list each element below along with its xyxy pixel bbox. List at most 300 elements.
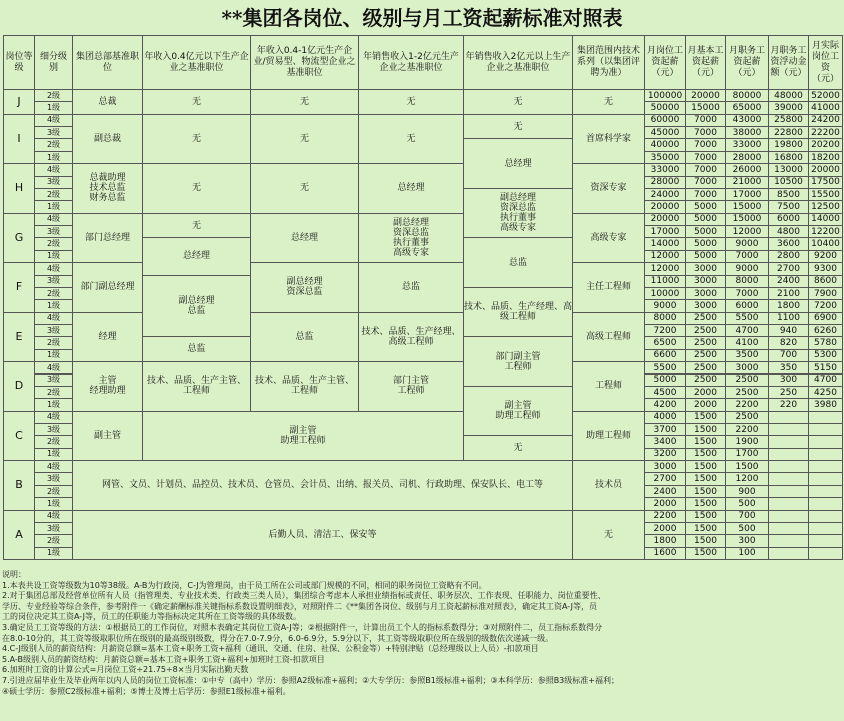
salary-cell: 20000 [808,163,843,176]
salary-cell: 500 [725,497,769,510]
salary-cell: 22800 [768,126,809,139]
salary-cell: 15500 [808,188,843,201]
level-cell: 2级 [34,435,73,448]
salary-cell: 2200 [644,510,686,523]
salary-cell: 80000 [725,89,769,102]
position: 技术、品质、生产主管、工程师 [142,361,251,411]
grade-cell: E [3,312,35,362]
salary-cell: 1500 [685,522,726,535]
salary-cell: 4200 [644,398,686,411]
salary-cell: 17000 [644,225,686,238]
salary-cell: 1500 [685,534,726,547]
salary-cell [808,448,843,461]
salary-cell: 12000 [644,250,686,263]
salary-cell [768,423,809,436]
salary-cell: 7200 [644,324,686,337]
level-cell: 2级 [34,534,73,547]
salary-cell [768,460,809,473]
salary-cell: 10400 [808,237,843,250]
salary-cell: 12000 [725,225,769,238]
salary-cell: 3000 [644,460,686,473]
salary-cell: 7000 [685,188,726,201]
salary-cell: 5000 [685,225,726,238]
salary-cell: 350 [768,361,809,374]
salary-cell: 6900 [808,312,843,325]
position: 总监 [358,262,464,312]
salary-cell: 2500 [685,324,726,337]
position-none: 无 [250,163,359,213]
salary-cell: 6000 [768,213,809,226]
salary-cell: 2500 [685,361,726,374]
salary-cell: 4700 [725,324,769,337]
position: 副总经理 总监 [142,275,251,338]
position-none: 无 [142,163,251,213]
salary-cell: 11000 [644,275,686,288]
salary-cell: 1500 [685,472,726,485]
salary-cell [808,411,843,424]
grade-cell: A [3,510,35,560]
position: 副主管 助理工程师 [142,411,464,461]
level-cell: 2级 [34,287,73,300]
grade-cell: J [3,89,35,115]
salary-cell: 20000 [685,89,726,102]
salary-cell: 2500 [725,411,769,424]
salary-cell: 9000 [725,237,769,250]
position: 总监 [463,237,573,287]
note-line: ④硕士学历：参照C2级标准+福利；⑤博士及博士后学历：参照E1级标准+福利。 [2,686,291,696]
level-cell: 1级 [34,547,73,560]
salary-cell: 15000 [725,200,769,213]
position-none: 无 [142,89,251,115]
level-cell: 1级 [34,101,73,114]
hq-position: 总裁 [72,89,143,115]
salary-cell: 7900 [808,287,843,300]
salary-cell: 4000 [644,411,686,424]
salary-cell: 5000 [685,250,726,263]
position: 部门副主管 工程师 [463,336,573,386]
header-cell: 年收入0.4-1亿元生产企业/贸易型、物流型企业之基准职位 [250,35,359,90]
salary-cell: 6000 [725,299,769,312]
salary-cell: 2500 [725,374,769,387]
salary-cell: 1500 [685,411,726,424]
position: 副总经理 资深总监 [250,262,359,312]
salary-cell: 2500 [685,336,726,349]
header-cell: 月职务工资浮动金额（元） [768,35,809,90]
level-cell: 2级 [34,237,73,250]
salary-cell: 1500 [685,497,726,510]
salary-cell: 5000 [685,213,726,226]
position-none: 无 [463,114,573,140]
grade-cell: C [3,411,35,461]
salary-cell: 2700 [644,472,686,485]
salary-cell: 2000 [685,386,726,399]
salary-cell [768,534,809,547]
salary-cell: 35000 [644,151,686,164]
note-line: 3.确定员工工资等级的方法：①根据员工的工作岗位，对照本表确定其岗位工资A-J等；②根据附件一，计算出员工个人的指标系数得分；③对照附件二，员工指标系数得分 [2,622,603,632]
level-cell: 3级 [34,225,73,238]
note-line: 5.A-B级别人员的薪资结构：月薪资总额=基本工资+职务工资+福利+加班时工资-扣款项目 [2,654,325,664]
hq-position: 部门总经理 [72,213,143,263]
level-cell: 4级 [34,510,73,523]
salary-cell: 7000 [685,114,726,127]
page-title: **集团各岗位、级别与月工资起薪标准对照表 [221,6,623,30]
level-cell: 2级 [34,485,73,498]
tech-position: 工程师 [572,361,645,411]
grade-cell: D [3,361,35,411]
salary-cell: 100 [725,547,769,560]
salary-cell: 39000 [768,101,809,114]
tech-position: 主任工程师 [572,262,645,312]
salary-cell: 3000 [685,275,726,288]
salary-cell: 48000 [768,89,809,102]
salary-cell: 52000 [808,89,843,102]
level-cell: 2级 [34,138,73,151]
position-a-row: 后勤人员、清洁工、保安等 [72,510,573,560]
salary-cell: 6500 [644,336,686,349]
note-line: 2.对于集团总部及经营单位所有人员（指管理类、专业技术类、行政类三类人员），集团综合考虑本人承担业绩指标或责任、职务层次、工作表现、任职能力、岗位重要性、 [2,591,606,601]
salary-cell: 4500 [644,386,686,399]
salary-cell: 1700 [725,448,769,461]
salary-cell: 2000 [644,497,686,510]
tech-position: 高级专家 [572,213,645,263]
salary-cell: 3600 [768,237,809,250]
salary-cell [808,423,843,436]
position: 总监 [142,336,251,362]
salary-cell: 12200 [808,225,843,238]
level-cell: 1级 [34,250,73,263]
salary-cell: 1500 [685,423,726,436]
salary-cell: 1900 [725,435,769,448]
tech-position: 高级工程师 [572,312,645,362]
tech-position: 首席科学家 [572,114,645,164]
level-cell: 1级 [34,349,73,362]
level-cell: 3级 [34,423,73,436]
level-cell: 4级 [34,361,73,374]
salary-cell: 3980 [808,398,843,411]
salary-cell: 20000 [644,200,686,213]
salary-cell [768,435,809,448]
salary-cell: 700 [725,510,769,523]
header-cell: 年销售收入1-2亿元生产企业之基准职位 [358,35,464,90]
position-none: 无 [358,114,464,164]
salary-cell: 3000 [685,287,726,300]
hq-position: 副总裁 [72,114,143,164]
salary-cell: 3500 [725,349,769,362]
salary-cell [768,485,809,498]
salary-cell: 21000 [725,176,769,189]
salary-cell: 1500 [685,435,726,448]
salary-cell: 5500 [725,312,769,325]
position: 技术、品质、生产经理、高级工程师 [358,312,464,362]
salary-cell: 20000 [644,213,686,226]
note-line: 7.引进应届毕业生及毕业两年以内人员的岗位工资标准：①中专（高中）学历：参照A2级标准+福利；②大专学历：参照B1级标准+福利；③本科学历：参照B3级标准+福利； [2,675,619,685]
salary-cell: 7000 [685,138,726,151]
salary-cell: 12500 [808,200,843,213]
note-line: 学历、专业经验等综合条件，参考附件一《确定薪酬标准关键指标系数设置明细表》，对照附件二《**集团各岗位、级别与月工资起薪标准对照表》，确定其工资A-J等，员 [2,601,597,611]
grade-cell: G [3,213,35,263]
header-cell: 年销售收入2亿元以上生产企业之基准职位 [463,35,573,90]
salary-cell [768,497,809,510]
position-none: 无 [142,213,251,239]
salary-cell: 3000 [685,299,726,312]
salary-cell: 3400 [644,435,686,448]
position-none: 无 [463,89,573,115]
header-cell: 细分级别 [34,35,73,90]
salary-cell: 300 [768,374,809,387]
salary-cell: 2500 [685,349,726,362]
level-cell: 3级 [34,472,73,485]
salary-cell: 1600 [644,547,686,560]
salary-cell: 940 [768,324,809,337]
salary-cell: 3700 [644,423,686,436]
salary-cell: 9000 [725,262,769,275]
salary-cell: 2800 [768,250,809,263]
salary-cell [768,448,809,461]
header-cell: 年收入0.4亿元以下生产企业之基准职位 [142,35,251,90]
salary-cell: 250 [768,386,809,399]
level-cell: 1级 [34,151,73,164]
salary-cell: 4800 [768,225,809,238]
salary-cell: 22200 [808,126,843,139]
salary-cell: 60000 [644,114,686,127]
salary-cell [808,485,843,498]
salary-cell [808,435,843,448]
note-line: 说明： [2,570,26,579]
salary-cell [808,460,843,473]
salary-cell [768,522,809,535]
level-cell: 3级 [34,275,73,288]
salary-cell: 16800 [768,151,809,164]
salary-cell: 33000 [725,138,769,151]
salary-cell: 10000 [644,287,686,300]
salary-cell: 5300 [808,349,843,362]
salary-cell: 6600 [644,349,686,362]
position: 总经理 [358,163,464,213]
level-cell: 3级 [34,522,73,535]
salary-cell: 2100 [768,287,809,300]
level-cell: 3级 [34,176,73,189]
hq-position: 经理 [72,312,143,362]
position-b-row: 网管、文员、计划员、品控员、技术员、仓管员、会计员、出纳、报关员、司机、行政助理、保安队长、电工等 [72,460,573,510]
grade-cell: B [3,460,35,510]
salary-cell: 820 [768,336,809,349]
position: 副总经理 资深总监 执行董事 高级专家 [463,188,573,238]
salary-cell: 43000 [725,114,769,127]
salary-cell: 25800 [768,114,809,127]
hq-position: 总裁助理 技术总监 财务总监 [72,163,143,213]
level-cell: 1级 [34,299,73,312]
salary-cell: 700 [768,349,809,362]
position-none: 无 [250,89,359,115]
notes-section [2,570,842,697]
salary-cell: 28000 [644,176,686,189]
salary-cell: 12000 [644,262,686,275]
header-cell: 月岗位工资起薪（元） [644,35,686,90]
salary-cell: 24000 [644,188,686,201]
salary-cell: 7000 [685,176,726,189]
salary-cell: 2200 [725,423,769,436]
level-cell: 1级 [34,200,73,213]
level-cell: 4级 [34,114,73,127]
salary-cell: 15000 [685,101,726,114]
salary-cell: 2200 [725,398,769,411]
salary-cell: 1500 [685,510,726,523]
header-cell: 月实际岗位工资（元） [808,35,843,90]
level-cell: 3级 [34,374,73,387]
tech-position: 技术员 [572,460,645,510]
salary-cell: 4700 [808,374,843,387]
salary-cell [768,547,809,560]
salary-cell: 4250 [808,386,843,399]
header-cell: 月基本工资起薪（元） [685,35,726,90]
level-cell: 4级 [34,262,73,275]
salary-cell [808,522,843,535]
salary-cell: 24200 [808,114,843,127]
salary-cell: 13000 [768,163,809,176]
salary-cell: 7000 [725,287,769,300]
salary-cell: 6260 [808,324,843,337]
salary-cell [808,547,843,560]
note-line: 1.本表共设工资等级数为10等38级。A-B为行政岗，C-J为管理岗，由于员工所在公司或部门规模的不同，相同的职务岗位工资略有不同。 [2,580,487,590]
salary-cell: 5000 [685,237,726,250]
level-cell: 1级 [34,448,73,461]
level-cell: 4级 [34,213,73,226]
tech-position: 无 [572,510,645,560]
level-cell: 2级 [34,336,73,349]
salary-cell: 14000 [644,237,686,250]
position: 总经理 [250,213,359,263]
note-line: 工的岗位决定其工资A-J等，员工的任职能力等指标决定其所在工资等级的具体级数。 [2,612,301,622]
salary-cell: 65000 [725,101,769,114]
salary-cell [808,510,843,523]
salary-cell: 1500 [685,448,726,461]
salary-cell: 1100 [768,312,809,325]
salary-cell: 17000 [725,188,769,201]
salary-cell: 7000 [685,126,726,139]
level-cell: 2级 [34,188,73,201]
salary-cell: 2500 [685,374,726,387]
salary-cell: 8500 [768,188,809,201]
salary-cell: 5780 [808,336,843,349]
salary-cell: 3200 [644,448,686,461]
salary-cell: 41000 [808,101,843,114]
salary-cell: 100000 [644,89,686,102]
salary-cell: 2500 [685,312,726,325]
level-cell: 4级 [34,163,73,176]
grade-cell: H [3,163,35,213]
salary-cell: 9200 [808,250,843,263]
salary-cell: 9000 [644,299,686,312]
position-none: 无 [463,435,573,461]
salary-cell [768,411,809,424]
grade-cell: I [3,114,35,164]
salary-cell: 8600 [808,275,843,288]
salary-cell: 19800 [768,138,809,151]
salary-cell: 7200 [808,299,843,312]
header-cell: 集团范围内技术系列（以集团评聘为准） [572,35,645,90]
salary-cell: 1800 [768,299,809,312]
note-line: 在8.0-10分的，其工资等级取职位所在级别的最高级别级数，得分在7.0-7.9分，6.0-6.9分，5.9分以下，其工资等级取职位所在级别的级数依次递减一级。 [2,633,554,643]
salary-cell: 5000 [685,200,726,213]
salary-cell [808,534,843,547]
salary-cell: 2000 [685,398,726,411]
position: 总监 [250,312,359,362]
position-none: 无 [358,89,464,115]
position: 技术、品质、生产主管、工程师 [250,361,359,411]
salary-cell: 2400 [768,275,809,288]
salary-cell [768,510,809,523]
salary-cell: 2000 [644,522,686,535]
salary-cell: 17500 [808,176,843,189]
hq-position: 主管 经理助理 [72,361,143,411]
salary-cell: 5150 [808,361,843,374]
position-none: 无 [250,114,359,164]
salary-cell [808,472,843,485]
salary-cell: 40000 [644,138,686,151]
header-cell: 月职务工资起薪（元） [725,35,769,90]
position: 技术、品质、生产经理、高级工程师 [463,287,573,337]
level-cell: 2级 [34,386,73,399]
salary-cell: 1800 [644,534,686,547]
salary-cell: 7000 [685,151,726,164]
tech-position: 助理工程师 [572,411,645,461]
position: 部门主管 工程师 [358,361,464,411]
level-cell: 3级 [34,126,73,139]
salary-cell: 1200 [725,472,769,485]
salary-cell: 33000 [644,163,686,176]
salary-cell: 10500 [768,176,809,189]
tech-position: 无 [572,89,645,115]
position: 总经理 [142,237,251,275]
salary-cell: 4100 [725,336,769,349]
position: 副总经理 资深总监 执行董事 高级专家 [358,213,464,263]
note-line: 4.C-J级别人员的薪资结构：月薪资总额=基本工资+职务工资+福利（通讯、交通、住房、社保、公积金等）+特别津贴（总经理级以上人员）-扣款项目 [2,644,539,654]
salary-cell: 3000 [685,262,726,275]
salary-cell: 26000 [725,163,769,176]
salary-cell: 220 [768,398,809,411]
salary-cell: 1500 [725,460,769,473]
level-cell: 1级 [34,497,73,510]
salary-cell: 9300 [808,262,843,275]
level-cell: 1级 [34,398,73,411]
salary-cell: 50000 [644,101,686,114]
salary-cell: 900 [725,485,769,498]
position-none: 无 [142,114,251,164]
level-cell: 2级 [34,89,73,102]
salary-cell: 8000 [644,312,686,325]
hq-position: 副主管 [72,411,143,461]
level-cell: 4级 [34,312,73,325]
note-line: 6.加班时工资的计算公式=月岗位工资÷21.75÷8×当月实际出勤天数 [2,665,249,675]
salary-cell: 7000 [685,163,726,176]
salary-cell: 500 [725,522,769,535]
header-cell: 岗位等级 [3,35,35,90]
tech-position: 资深专家 [572,163,645,213]
salary-cell: 45000 [644,126,686,139]
salary-cell: 300 [725,534,769,547]
salary-cell: 20200 [808,138,843,151]
salary-cell: 2700 [768,262,809,275]
level-cell: 3级 [34,324,73,337]
salary-cell: 5500 [644,361,686,374]
salary-cell [808,497,843,510]
salary-cell: 7000 [725,250,769,263]
salary-cell: 1500 [685,485,726,498]
salary-cell: 18200 [808,151,843,164]
salary-cell: 15000 [725,213,769,226]
salary-cell: 2400 [644,485,686,498]
grade-cell: F [3,262,35,312]
